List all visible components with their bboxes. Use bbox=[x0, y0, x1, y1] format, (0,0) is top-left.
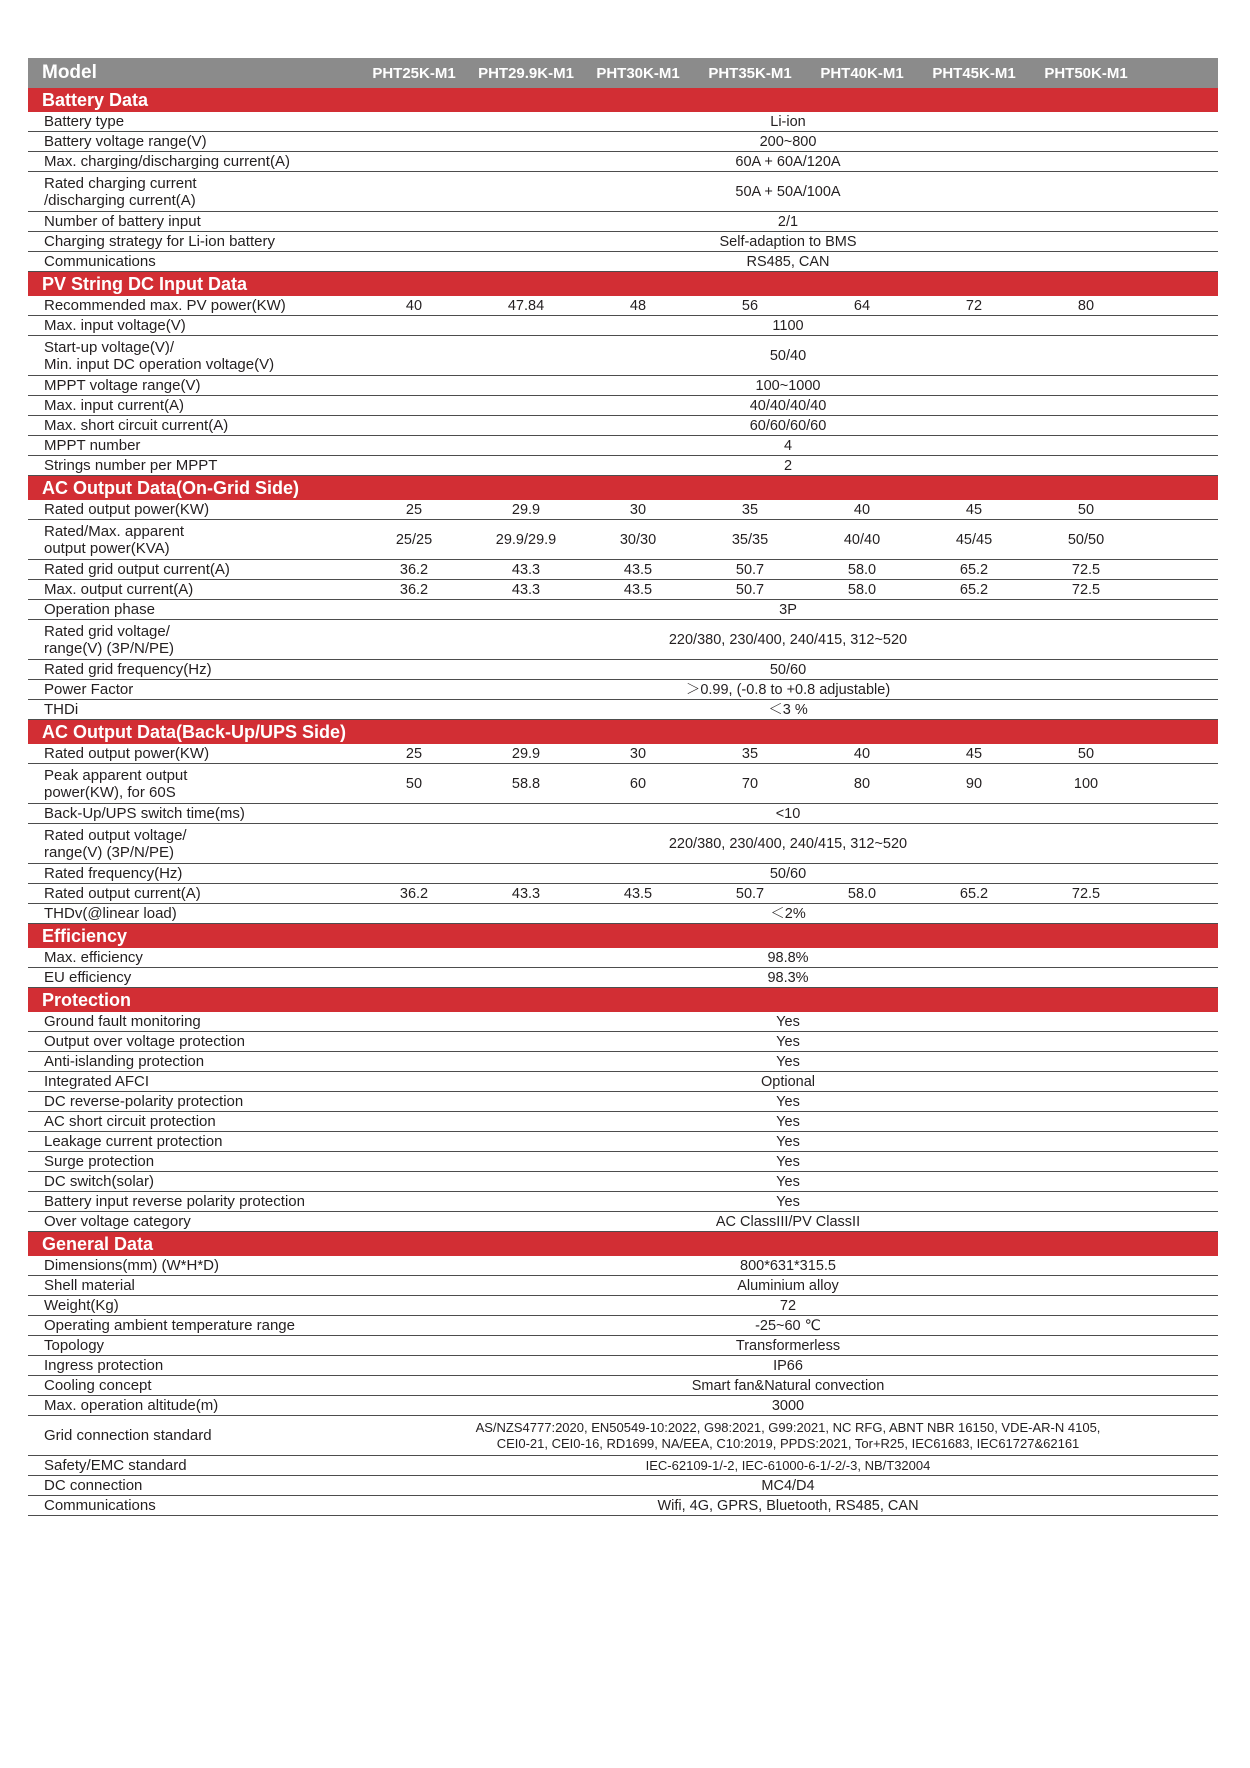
spec-label: DC reverse-polarity protection bbox=[44, 1093, 244, 1110]
spec-label: Communications bbox=[44, 253, 156, 270]
spec-value: 98.3% bbox=[767, 969, 809, 986]
spec-value-cell: 45 bbox=[965, 501, 983, 518]
spec-label: Over voltage category bbox=[44, 1213, 191, 1230]
spec-row bbox=[28, 1356, 1218, 1376]
spec-row bbox=[28, 152, 1218, 172]
spec-label: Max. short circuit current(A) bbox=[44, 417, 229, 434]
spec-label: Grid connection standard bbox=[44, 1427, 212, 1444]
spec-row bbox=[28, 1276, 1218, 1296]
spec-value: 200~800 bbox=[759, 133, 817, 150]
spec-label: Safety/EMC standard bbox=[44, 1457, 187, 1474]
spec-row bbox=[28, 744, 1218, 764]
spec-value-cell: 29.9 bbox=[511, 745, 541, 762]
spec-value-cell: 58.0 bbox=[847, 561, 877, 578]
spec-label: THDv(@linear load) bbox=[44, 905, 177, 922]
spec-value-cell: 43.3 bbox=[511, 885, 541, 902]
spec-value-cell: 43.5 bbox=[623, 581, 653, 598]
spec-label: Max. operation altitude(m) bbox=[44, 1397, 219, 1414]
spec-row bbox=[28, 700, 1218, 720]
section-title: AC Output Data(On-Grid Side) bbox=[28, 476, 1218, 500]
spec-value: IEC-62109-1/-2, IEC-61000-6-1/-2/-3, NB/T32004 bbox=[645, 1457, 931, 1473]
spec-value: Yes bbox=[776, 1033, 800, 1050]
spec-value-cell: 40 bbox=[853, 745, 871, 762]
spec-row bbox=[28, 1336, 1218, 1356]
spec-label: Power Factor bbox=[44, 681, 134, 698]
spec-label: Weight(Kg) bbox=[44, 1297, 119, 1314]
spec-value: 50A + 50A/100A bbox=[735, 183, 841, 200]
spec-label: Number of battery input bbox=[44, 213, 201, 230]
spec-label: Rated charging current /discharging current(A) bbox=[44, 174, 197, 209]
spec-label: Rated output power(KW) bbox=[44, 745, 210, 762]
spec-label: Start-up voltage(V)/ Min. input DC operation voltage(V) bbox=[44, 338, 275, 373]
spec-row bbox=[28, 804, 1218, 824]
spec-value: Smart fan&Natural convection bbox=[691, 1377, 885, 1394]
spec-value-cell: 50 bbox=[1077, 745, 1095, 762]
spec-value-cell: 25 bbox=[405, 501, 423, 518]
spec-value: ＞0.99, (-0.8 to +0.8 adjustable) bbox=[685, 681, 891, 698]
spec-row bbox=[28, 1296, 1218, 1316]
spec-label: Battery input reverse polarity protection bbox=[44, 1193, 305, 1210]
spec-row bbox=[28, 296, 1218, 316]
spec-row bbox=[28, 1316, 1218, 1336]
spec-row bbox=[28, 252, 1218, 272]
spec-label: Topology bbox=[44, 1337, 105, 1354]
spec-label: AC short circuit protection bbox=[44, 1113, 216, 1130]
spec-value-cell: 29.9 bbox=[511, 501, 541, 518]
spec-value-cell: 35/35 bbox=[731, 531, 769, 548]
spec-label: Max. input voltage(V) bbox=[44, 317, 186, 334]
spec-label: Rated/Max. apparent output power(KVA) bbox=[44, 522, 185, 557]
spec-value-cell: 43.3 bbox=[511, 561, 541, 578]
spec-row bbox=[28, 864, 1218, 884]
spec-label: Surge protection bbox=[44, 1153, 155, 1170]
spec-value: 3P bbox=[779, 601, 797, 618]
model-name: PHT29.9K-M1 bbox=[478, 64, 574, 82]
spec-row bbox=[28, 520, 1218, 560]
spec-row bbox=[28, 1172, 1218, 1192]
spec-value-cell: 50.7 bbox=[735, 885, 765, 902]
spec-row bbox=[28, 112, 1218, 132]
spec-value: 50/60 bbox=[769, 661, 807, 678]
spec-row bbox=[28, 1416, 1218, 1456]
spec-value: 800*631*315.5 bbox=[740, 1257, 836, 1274]
spec-value-cell: 58.0 bbox=[847, 885, 877, 902]
spec-value: MC4/D4 bbox=[761, 1477, 815, 1494]
spec-value-cell: 30 bbox=[629, 745, 647, 762]
spec-value: Wifi, 4G, GPRS, Bluetooth, RS485, CAN bbox=[657, 1497, 919, 1514]
spec-value: Li-ion bbox=[770, 113, 806, 130]
spec-value-cell: 50 bbox=[405, 775, 423, 792]
section-title: General Data bbox=[28, 1232, 1218, 1256]
spec-value-cell: 40 bbox=[405, 297, 423, 314]
spec-value: 1100 bbox=[772, 317, 804, 334]
spec-label: Leakage current protection bbox=[44, 1133, 223, 1150]
model-name: PHT50K-M1 bbox=[1044, 64, 1128, 82]
spec-value: 50/40 bbox=[769, 347, 807, 364]
spec-row bbox=[28, 1092, 1218, 1112]
spec-value-cell: 90 bbox=[965, 775, 983, 792]
spec-value: Self-adaption to BMS bbox=[719, 233, 857, 250]
spec-value: 3000 bbox=[771, 1397, 805, 1414]
section-title: AC Output Data(Back-Up/UPS Side) bbox=[28, 720, 1218, 744]
spec-sections bbox=[28, 88, 1218, 1516]
spec-row bbox=[28, 1456, 1218, 1476]
spec-values bbox=[358, 298, 1218, 314]
spec-value: ＜3 % bbox=[768, 701, 808, 718]
spec-value: Yes bbox=[776, 1153, 800, 1170]
spec-row bbox=[28, 620, 1218, 660]
spec-value: 2 bbox=[783, 457, 793, 474]
spec-label: MPPT voltage range(V) bbox=[44, 377, 201, 394]
spec-value: Yes bbox=[776, 1193, 800, 1210]
spec-row bbox=[28, 1212, 1218, 1232]
spec-value: Yes bbox=[776, 1053, 800, 1070]
spec-value-cell: 36.2 bbox=[399, 561, 429, 578]
spec-value-cell: 40/40 bbox=[843, 531, 881, 548]
spec-value-cell: 65.2 bbox=[959, 561, 989, 578]
spec-row bbox=[28, 764, 1218, 804]
spec-value: 72 bbox=[779, 1297, 797, 1314]
spec-value-cell: 43.5 bbox=[623, 885, 653, 902]
spec-value-cell: 45 bbox=[965, 745, 983, 762]
spec-row bbox=[28, 580, 1218, 600]
spec-value: <10 bbox=[775, 805, 801, 822]
spec-value-cell: 56 bbox=[741, 297, 759, 314]
spec-value-cell: 50 bbox=[1077, 501, 1095, 518]
spec-value-cell: 40 bbox=[853, 501, 871, 518]
spec-label: Operation phase bbox=[44, 601, 155, 618]
spec-value-cell: 36.2 bbox=[399, 581, 429, 598]
spec-row bbox=[28, 680, 1218, 700]
spec-value-cell: 43.5 bbox=[623, 561, 653, 578]
spec-value-cell: 58.0 bbox=[847, 581, 877, 598]
spec-value: 220/380, 230/400, 240/415, 312~520 bbox=[668, 631, 908, 648]
spec-value-cell: 72.5 bbox=[1071, 885, 1101, 902]
spec-value-cell: 50/50 bbox=[1067, 531, 1105, 548]
spec-value-cell: 58.8 bbox=[511, 775, 541, 792]
spec-row bbox=[28, 904, 1218, 924]
spec-row bbox=[28, 560, 1218, 580]
spec-values bbox=[358, 776, 1218, 792]
spec-value-cell: 80 bbox=[1077, 297, 1095, 314]
spec-values bbox=[358, 746, 1218, 762]
spec-label: Max. input current(A) bbox=[44, 397, 185, 414]
spec-value-cell: 72 bbox=[965, 297, 983, 314]
spec-value-cell: 45/45 bbox=[955, 531, 993, 548]
spec-value: Yes bbox=[776, 1093, 800, 1110]
spec-value: 100~1000 bbox=[755, 377, 821, 394]
spec-row bbox=[28, 416, 1218, 436]
spec-row bbox=[28, 436, 1218, 456]
spec-label: Integrated AFCI bbox=[44, 1073, 150, 1090]
spec-row bbox=[28, 1112, 1218, 1132]
spec-row bbox=[28, 600, 1218, 620]
spec-value: AC ClassIII/PV ClassII bbox=[715, 1213, 861, 1230]
spec-row bbox=[28, 660, 1218, 680]
spec-value: Yes bbox=[776, 1013, 800, 1030]
spec-label: Max. efficiency bbox=[44, 949, 143, 966]
spec-row bbox=[28, 456, 1218, 476]
model-name: PHT45K-M1 bbox=[932, 64, 1016, 82]
spec-row bbox=[28, 1396, 1218, 1416]
spec-value: AS/NZS4777:2020, EN50549-10:2022, G98:2021, G99:2021, NC RFG, ABNT NBR 16150, VDE-AR-N 4105, CEI0-21, CEI0-16, RD1699, NA/EEA, C10:2019, PPDS:2021, Tor+R25, IEC61683, IEC61727&62161 bbox=[475, 1419, 1101, 1451]
model-name: PHT35K-M1 bbox=[708, 64, 792, 82]
spec-label: Max. charging/discharging current(A) bbox=[44, 153, 290, 170]
spec-values bbox=[358, 532, 1218, 548]
spec-value: 50/60 bbox=[769, 865, 807, 882]
spec-value-cell: 30 bbox=[629, 501, 647, 518]
spec-label: EU efficiency bbox=[44, 969, 132, 986]
spec-value-cell: 35 bbox=[741, 745, 759, 762]
spec-value-cell: 25 bbox=[405, 745, 423, 762]
spec-value-cell: 50.7 bbox=[735, 581, 765, 598]
spec-values bbox=[358, 562, 1218, 578]
spec-value: Yes bbox=[776, 1113, 800, 1130]
spec-value: Transformerless bbox=[735, 1337, 841, 1354]
spec-row bbox=[28, 1192, 1218, 1212]
section-title: PV String DC Input Data bbox=[28, 272, 1218, 296]
spec-value-cell: 30/30 bbox=[619, 531, 657, 548]
model-name: PHT30K-M1 bbox=[596, 64, 680, 82]
model-name: PHT25K-M1 bbox=[372, 64, 456, 82]
spec-label: MPPT number bbox=[44, 437, 141, 454]
spec-label: Dimensions(mm) (W*H*D) bbox=[44, 1257, 219, 1274]
spec-label: Rated grid frequency(Hz) bbox=[44, 661, 212, 678]
spec-value: -25~60 ℃ bbox=[755, 1317, 821, 1334]
spec-label: Strings number per MPPT bbox=[44, 457, 218, 474]
model-header-row bbox=[28, 58, 1218, 88]
section-title: Battery Data bbox=[28, 88, 1218, 112]
spec-label: Ground fault monitoring bbox=[44, 1013, 201, 1030]
spec-row bbox=[28, 1152, 1218, 1172]
spec-label: Cooling concept bbox=[44, 1377, 152, 1394]
spec-values bbox=[358, 502, 1218, 518]
section-title: Protection bbox=[28, 988, 1218, 1012]
spec-value-cell: 72.5 bbox=[1071, 561, 1101, 578]
spec-label: Rated frequency(Hz) bbox=[44, 865, 183, 882]
spec-label: Rated grid voltage/ range(V) (3P/N/PE) bbox=[44, 622, 175, 657]
spec-label: Rated output power(KW) bbox=[44, 501, 210, 518]
spec-row bbox=[28, 1072, 1218, 1092]
spec-label: Rated output voltage/ range(V) (3P/N/PE) bbox=[44, 826, 187, 861]
spec-value: ＜2% bbox=[770, 905, 806, 922]
spec-value-cell: 25/25 bbox=[395, 531, 433, 548]
spec-value-cell: 65.2 bbox=[959, 885, 989, 902]
spec-row bbox=[28, 968, 1218, 988]
spec-row bbox=[28, 884, 1218, 904]
spec-row bbox=[28, 824, 1218, 864]
spec-row bbox=[28, 1376, 1218, 1396]
spec-label: Communications bbox=[44, 1497, 156, 1514]
spec-value-cell: 70 bbox=[741, 775, 759, 792]
spec-label: DC switch(solar) bbox=[44, 1173, 155, 1190]
spec-value: Yes bbox=[776, 1133, 800, 1150]
spec-row bbox=[28, 316, 1218, 336]
spec-row bbox=[28, 1256, 1218, 1276]
spec-value: IP66 bbox=[773, 1357, 803, 1374]
spec-label: Max. output current(A) bbox=[44, 581, 194, 598]
spec-row bbox=[28, 500, 1218, 520]
spec-value: Yes bbox=[776, 1173, 800, 1190]
spec-value: 4 bbox=[783, 437, 793, 454]
spec-value-cell: 43.3 bbox=[511, 581, 541, 598]
spec-value: Optional bbox=[760, 1073, 815, 1090]
spec-row bbox=[28, 1496, 1218, 1516]
spec-row bbox=[28, 1012, 1218, 1032]
spec-row bbox=[28, 232, 1218, 252]
spec-values bbox=[358, 582, 1218, 598]
spec-sheet bbox=[28, 58, 1218, 1516]
spec-row bbox=[28, 1052, 1218, 1072]
spec-label: Back-Up/UPS switch time(ms) bbox=[44, 805, 245, 822]
spec-value: 2/1 bbox=[777, 213, 799, 230]
spec-row bbox=[28, 212, 1218, 232]
spec-value: 220/380, 230/400, 240/415, 312~520 bbox=[668, 835, 908, 852]
spec-label: Anti-islanding protection bbox=[44, 1053, 205, 1070]
spec-label: Recommended max. PV power(KW) bbox=[44, 297, 286, 314]
spec-row bbox=[28, 336, 1218, 376]
spec-row bbox=[28, 132, 1218, 152]
spec-row bbox=[28, 172, 1218, 212]
spec-value-cell: 100 bbox=[1073, 775, 1099, 792]
spec-value-cell: 36.2 bbox=[399, 885, 429, 902]
spec-row bbox=[28, 376, 1218, 396]
spec-label: THDi bbox=[44, 701, 79, 718]
spec-value-cell: 64 bbox=[853, 297, 871, 314]
spec-row bbox=[28, 1132, 1218, 1152]
spec-row bbox=[28, 1476, 1218, 1496]
model-header-label: Model bbox=[42, 62, 97, 83]
spec-row bbox=[28, 1032, 1218, 1052]
spec-value: 40/40/40/40 bbox=[749, 397, 827, 414]
spec-value-cell: 48 bbox=[629, 297, 647, 314]
spec-row bbox=[28, 396, 1218, 416]
spec-label: Charging strategy for Li-ion battery bbox=[44, 233, 275, 250]
spec-label: Battery type bbox=[44, 113, 125, 130]
spec-value-cell: 35 bbox=[741, 501, 759, 518]
spec-value: RS485, CAN bbox=[746, 253, 830, 270]
spec-label: Peak apparent output power(KW), for 60S bbox=[44, 766, 188, 801]
spec-label: Rated grid output current(A) bbox=[44, 561, 230, 578]
spec-value: Aluminium alloy bbox=[737, 1277, 839, 1294]
spec-values bbox=[358, 886, 1218, 902]
spec-label: Shell material bbox=[44, 1277, 135, 1294]
spec-value-cell: 72.5 bbox=[1071, 581, 1101, 598]
spec-row bbox=[28, 948, 1218, 968]
spec-value: 98.8% bbox=[767, 949, 809, 966]
spec-value: 60A + 60A/120A bbox=[735, 153, 841, 170]
spec-value-cell: 29.9/29.9 bbox=[495, 531, 557, 548]
spec-label: Rated output current(A) bbox=[44, 885, 201, 902]
model-name: PHT40K-M1 bbox=[820, 64, 904, 82]
spec-label: DC connection bbox=[44, 1477, 143, 1494]
section-title: Efficiency bbox=[28, 924, 1218, 948]
spec-value-cell: 80 bbox=[853, 775, 871, 792]
spec-label: Operating ambient temperature range bbox=[44, 1317, 295, 1334]
spec-value-cell: 47.84 bbox=[507, 297, 545, 314]
spec-value-cell: 50.7 bbox=[735, 561, 765, 578]
spec-value-cell: 60 bbox=[629, 775, 647, 792]
spec-value: 60/60/60/60 bbox=[749, 417, 827, 434]
spec-label: Output over voltage protection bbox=[44, 1033, 245, 1050]
spec-label: Battery voltage range(V) bbox=[44, 133, 207, 150]
spec-label: Ingress protection bbox=[44, 1357, 164, 1374]
spec-value-cell: 65.2 bbox=[959, 581, 989, 598]
